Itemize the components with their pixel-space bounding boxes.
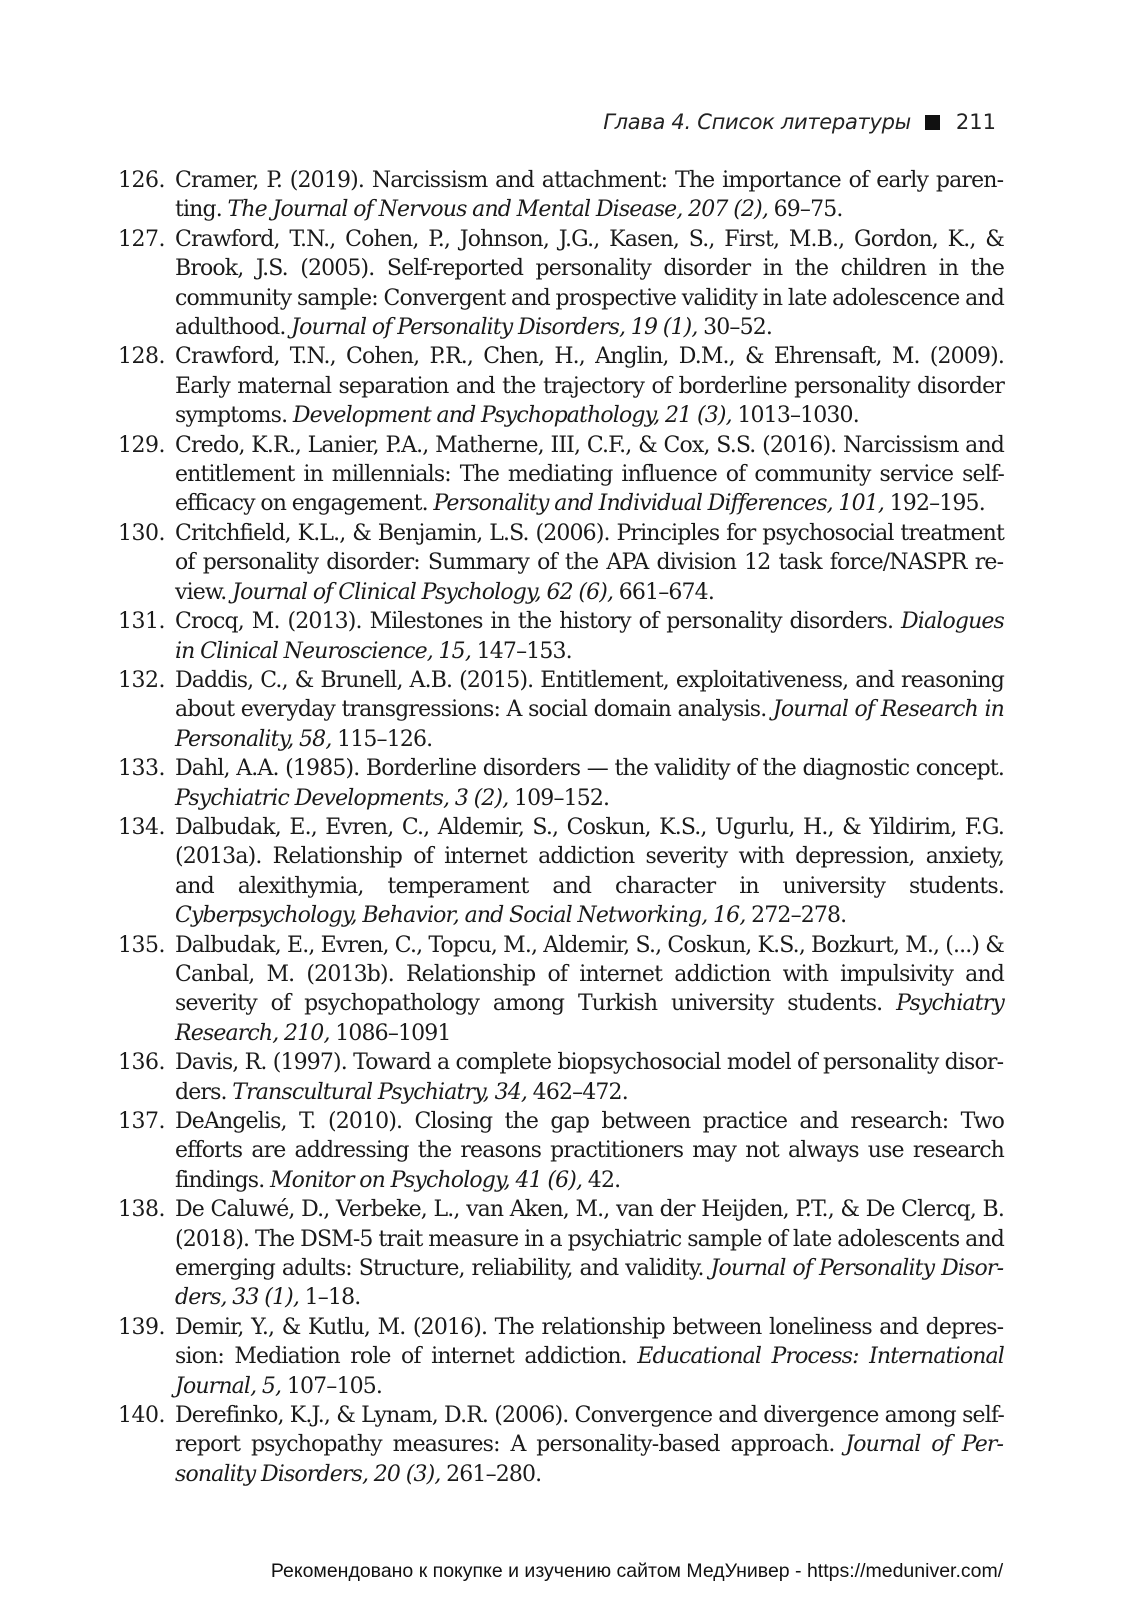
reference-text	[175, 754, 1004, 813]
reference-citation: Demir, Y., & Kutlu, M. (2016). The relationship between loneliness and depression: Mediation role of internet addiction.	[175, 1314, 1004, 1370]
reference-text	[175, 225, 1004, 343]
reference-item	[118, 166, 1004, 225]
reference-pages: 261–280.	[440, 1461, 542, 1487]
reference-number: 134.	[118, 814, 165, 840]
reference-number: 133.	[118, 756, 165, 782]
footer-recommendation: Рекомендовано к покупке и изучению сайтом МедУнивер - https://meduniver.com/	[270, 1560, 1004, 1582]
reference-source: Journal of Personality Disorders, 33 (1),	[175, 1256, 1004, 1311]
reference-item	[118, 1107, 1004, 1195]
reference-item	[118, 607, 1004, 666]
reference-pages: 69–75.	[767, 197, 843, 223]
reference-source: Cyberpsychology, Behavior, and Social Networking, 16,	[175, 903, 746, 929]
reference-text	[175, 666, 1004, 754]
reference-source: Psychiatric Developments, 3 (2),	[175, 785, 509, 811]
reference-citation: Dahl, A.A. (1985). Borderline disorders — the validity of the diagnostic concept.	[175, 756, 1004, 782]
reference-number: 135.	[118, 932, 165, 958]
reference-pages: 462–472.	[527, 1079, 628, 1105]
reference-text	[175, 1401, 1004, 1489]
reference-pages: 147–153.	[470, 638, 572, 664]
reference-item	[118, 931, 1004, 1049]
reference-number: 137.	[118, 1109, 165, 1134]
reference-text	[175, 166, 1004, 225]
reference-number: 138.	[118, 1197, 165, 1223]
reference-text	[175, 607, 1004, 666]
square-bullet-icon	[925, 115, 940, 130]
reference-pages: 115–126.	[331, 726, 433, 752]
reference-citation: De Caluwé, D., Verbeke, L., van Aken, M., van der Heijden, P.T., & De Clercq, B. (2018). The DSM-5 trait measure in a psychiatric sample of late adolescents and emerging adults: Structure, reliability, and validity.	[175, 1197, 1004, 1282]
reference-source: Transcultural Psychiatry, 34,	[232, 1079, 528, 1105]
reference-pages: 1013–1030.	[731, 403, 859, 429]
reference-item	[118, 1401, 1004, 1489]
reference-item	[118, 342, 1004, 430]
reference-number: 139.	[118, 1314, 165, 1340]
reference-pages: 107–105.	[281, 1373, 383, 1399]
reference-text	[175, 1313, 1004, 1401]
reference-number: 132.	[118, 667, 165, 693]
reference-number: 128.	[118, 344, 165, 370]
reference-citation: Davis, R. (1997). Toward a complete biopsychosocial model of personality disorders.	[175, 1050, 1004, 1105]
reference-text	[175, 342, 1004, 430]
reference-pages: 661–674.	[613, 579, 714, 605]
reference-item	[118, 1048, 1004, 1107]
reference-pages: 272–278.	[745, 903, 847, 929]
reference-source: Dialogues in Clinical Neuroscience, 15,	[175, 609, 1004, 664]
reference-citation: Daddis, C., & Brunell, A.B. (2015). Entitlement, exploitativeness, and reasoning about everyday transgressions: A social domain analysis.	[175, 667, 1004, 723]
reference-item	[118, 225, 1004, 343]
reference-citation: Credo, K.R., Lanier, P.A., Matherne, III, C.F., & Cox, S.S. (2016). Narcissism and entitlement in millennials: The mediating influence of community service self-efficacy on engagement.	[175, 432, 1004, 517]
reference-text	[175, 1107, 1004, 1195]
reference-source: Journal of Research in Personality, 58,	[175, 697, 1004, 752]
reference-pages: 109–152.	[508, 785, 610, 811]
reference-item	[118, 1195, 1004, 1313]
reference-source: Educational Process: International Journal, 5,	[175, 1344, 1004, 1399]
reference-source: Development and Psychopathology, 21 (3),	[292, 403, 732, 429]
reference-list	[118, 166, 1004, 1489]
page-number: 211	[955, 110, 996, 134]
reference-source: The Journal of Nervous and Mental Disease, 207 (2),	[227, 197, 768, 223]
reference-citation: Crocq, M. (2013). Milestones in the history of personality disorders.	[175, 609, 902, 635]
reference-text	[175, 813, 1004, 931]
reference-pages: 1086–1091	[329, 1020, 451, 1046]
reference-number: 140.	[118, 1403, 165, 1429]
reference-text	[175, 1048, 1004, 1107]
reference-pages: 1–18.	[299, 1285, 361, 1311]
reference-item	[118, 666, 1004, 754]
reference-number: 130.	[118, 520, 165, 546]
reference-number: 129.	[118, 432, 165, 458]
reference-text	[175, 931, 1004, 1049]
running-head	[603, 110, 996, 134]
reference-citation: Critchfield, K.L., & Benjamin, L.S. (2006). Principles for psychosocial treatment of personality disorder: Summary of the APA division 12 task force/NASPR review.	[175, 520, 1004, 605]
reference-text	[175, 1195, 1004, 1313]
reference-source: Monitor on Psychology, 41 (6),	[270, 1167, 583, 1193]
reference-number: 136.	[118, 1050, 165, 1076]
reference-citation: Dalbudak, E., Evren, C., Aldemir, S., Coskun, K.S., Ugurlu, H., & Yildirim, F.G. (2013a). Relationship of internet addiction severity with depression, anxiety, and alexithymia, temperament and character in university students.	[175, 814, 1004, 899]
reference-item	[118, 431, 1004, 519]
reference-citation: DeAngelis, T. (2010). Closing the gap between practice and research: Two efforts are addressing the reasons practitioners may not always use research findings.	[175, 1109, 1004, 1193]
reference-citation: Derefinko, K.J., & Lynam, D.R. (2006). Convergence and divergence among self-report psychopathy measures: A personality-based approach.	[175, 1403, 1004, 1458]
reference-number: 131.	[118, 609, 165, 635]
reference-item	[118, 519, 1004, 607]
reference-citation: Crawford, T.N., Cohen, P., Johnson, J.G., Kasen, S., First, M.B., Gordon, K., & Brook, J.S. (2005). Self-reported personality disorder in the children in the community sample: Convergent and prospective validity in late adolescence and adulthood.	[175, 226, 1004, 341]
reference-source: Psychiatry Research, 210,	[175, 991, 1004, 1046]
reference-item	[118, 813, 1004, 931]
reference-source: Journal of Personality Disorders, 20 (3),	[175, 1432, 1004, 1487]
reference-number: 126.	[118, 168, 165, 193]
reference-item	[118, 1313, 1004, 1401]
reference-citation: Dalbudak, E., Evren, C., Topcu, M., Aldemir, S., Coskun, K.S., Bozkurt, M., (...) & Canbal, M. (2013b). Relationship of internet addiction with impulsivity and severity of psychopathology among Turkish university students.	[175, 932, 1004, 1017]
reference-pages: 42.	[582, 1167, 621, 1193]
reference-item	[118, 754, 1004, 813]
chapter-title: Глава 4. Список литературы	[603, 110, 911, 134]
reference-citation: Crawford, T.N., Cohen, P.R., Chen, H., Anglin, D.M., & Ehrensaft, M. (2009). Early maternal separation and the trajectory of borderline personality disorder symptoms.	[175, 344, 1004, 429]
reference-pages: 192–195.	[884, 491, 985, 517]
reference-citation: Cramer, P. (2019). Narcissism and attachment: The importance of early parenting.	[175, 168, 1004, 223]
reference-source: Journal of Personality Disorders, 19 (1),	[291, 315, 698, 341]
reference-text	[175, 519, 1004, 607]
reference-source: Journal of Clinical Psychology, 62 (6),	[232, 579, 614, 605]
reference-pages: 30–52.	[697, 315, 773, 341]
reference-number: 127.	[118, 226, 165, 252]
reference-source: Personality and Individual Differences, 101,	[433, 491, 885, 517]
reference-text	[175, 431, 1004, 519]
